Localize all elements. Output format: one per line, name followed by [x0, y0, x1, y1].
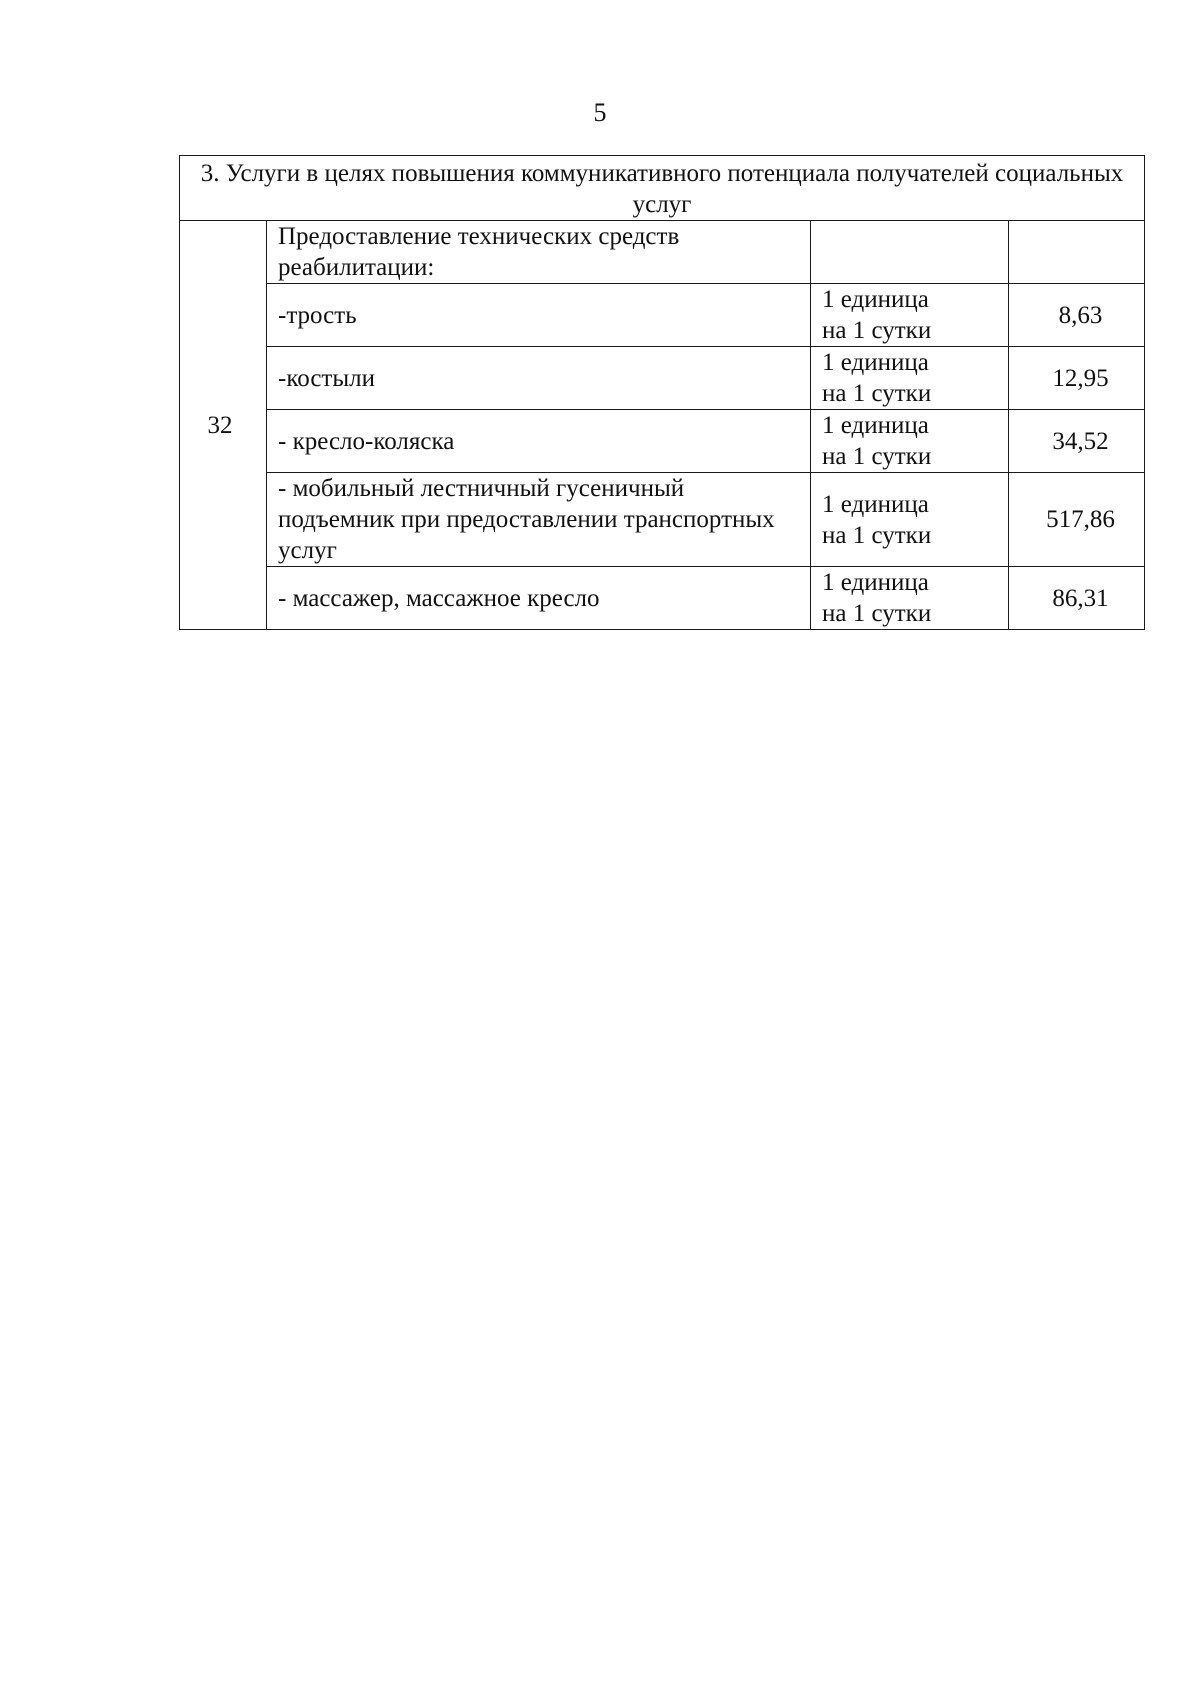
item-name: - массажер, массажное кресло — [267, 567, 811, 630]
section-title: 3. Услуги в целях повышения коммуникативного потенциала получателей социальных услуг — [180, 156, 1145, 221]
item-name: -трость — [267, 284, 811, 347]
item-name: -костыли — [267, 347, 811, 410]
service-intro-row — [180, 221, 1145, 284]
tariff-table — [179, 155, 1145, 630]
item-unit-line1: 1 единица — [822, 490, 929, 518]
item-price: 86,31 — [1009, 567, 1145, 630]
table-row — [180, 347, 1145, 410]
item-name: - кресло-коляска — [267, 410, 811, 473]
intro-price-cell — [1009, 221, 1145, 284]
table-row — [180, 567, 1145, 630]
item-unit — [811, 284, 1009, 347]
service-number: 32 — [180, 221, 267, 630]
table-row — [180, 284, 1145, 347]
item-unit-line2: на 1 сутки — [822, 521, 932, 549]
item-unit-line1: 1 единица — [822, 569, 929, 596]
item-price: 517,86 — [1009, 473, 1145, 567]
item-unit-line1: 1 единица — [822, 286, 929, 313]
table-row — [180, 410, 1145, 473]
item-unit — [811, 473, 1009, 567]
item-price: 8,63 — [1009, 284, 1145, 347]
item-unit-line1: 1 единица — [822, 349, 929, 376]
page-number: 5 — [593, 98, 607, 127]
service-intro: Предоставление технических средств реабилитации: — [267, 221, 811, 284]
item-unit — [811, 567, 1009, 630]
item-price: 34,52 — [1009, 410, 1145, 473]
item-unit-line1: 1 единица — [822, 412, 929, 439]
item-unit-line2: на 1 сутки — [822, 443, 932, 470]
item-unit-line2: на 1 сутки — [822, 600, 932, 627]
intro-unit-cell — [811, 221, 1009, 284]
item-unit-line2: на 1 сутки — [822, 380, 932, 407]
item-price: 12,95 — [1009, 347, 1145, 410]
item-unit — [811, 410, 1009, 473]
item-unit — [811, 347, 1009, 410]
section-header-row — [180, 156, 1145, 221]
item-name: - мобильный лестничный гусеничный подъемник при предоставлении транспортных услуг — [267, 473, 811, 567]
table-row — [180, 473, 1145, 567]
item-unit-line2: на 1 сутки — [822, 317, 932, 344]
